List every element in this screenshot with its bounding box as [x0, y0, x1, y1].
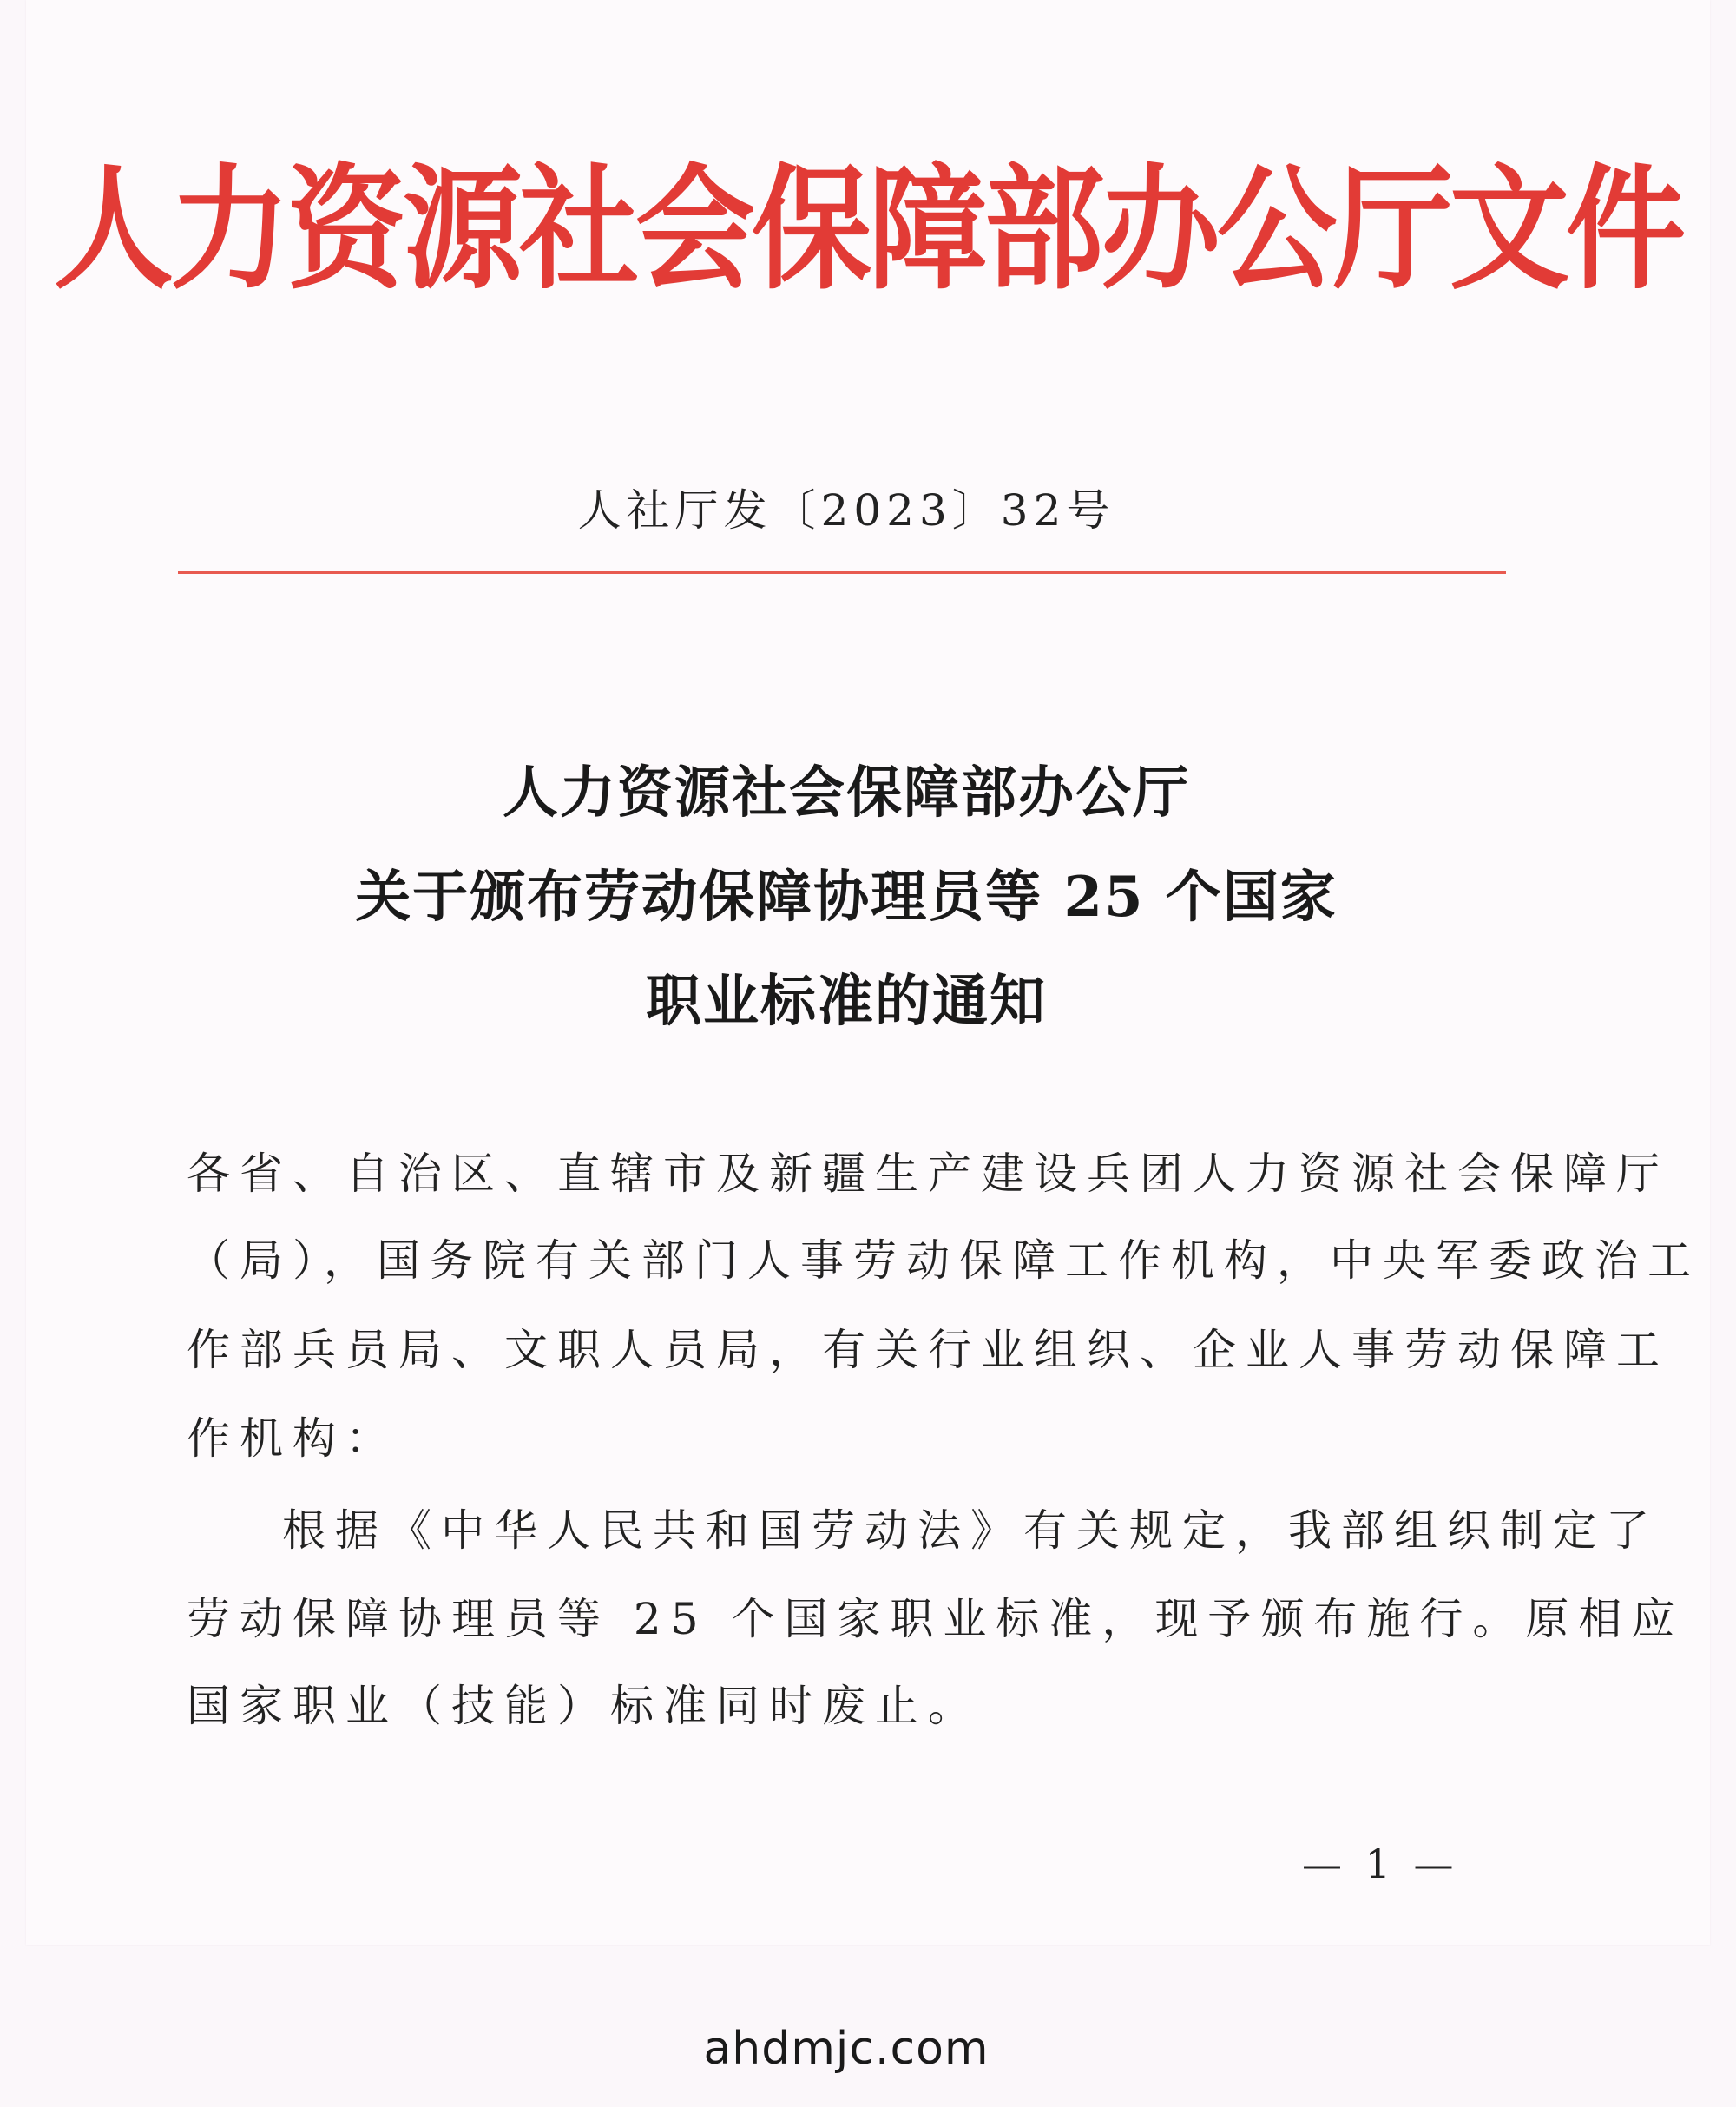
notice-title-line-2: 关于颁布劳动保障协理员等 25 个国家 [355, 865, 1338, 930]
notice-title-line-3: 职业标准的通知 [646, 969, 1047, 1034]
page-number: — 1 — [1302, 1840, 1459, 1887]
body-text-line: 各省、自治区、直辖市及新疆生产建设兵团人力资源社会保障厅 [187, 1149, 1669, 1199]
body-text-line: 国家职业（技能）标准同时废止。 [187, 1681, 981, 1731]
notice-title-line-1: 人力资源社会保障部办公厅 [503, 760, 1190, 826]
red-divider-line [178, 571, 1506, 574]
masthead-title: 人力资源社会保障部办公厅文件 [53, 149, 1682, 308]
body-text-line: 作部兵员局、文职人员局，有关行业组织、企业人事劳动保障工 [187, 1325, 1669, 1375]
body-text-line: 劳动保障协理员等 25 个国家职业标准，现予颁布施行。原相应 [187, 1594, 1685, 1644]
document-number: 人社厅发〔2023〕32号 [577, 485, 1115, 536]
body-text-line: 作机构： [187, 1413, 398, 1464]
body-text-line: 根据《中华人民共和国劳动法》有关规定，我部组织制定了 [282, 1505, 1659, 1556]
body-text-line: （局），国务院有关部门人事劳动保障工作机构，中央军委政治工 [187, 1235, 1700, 1286]
site-watermark: ahdmjc.com [703, 2023, 990, 2075]
